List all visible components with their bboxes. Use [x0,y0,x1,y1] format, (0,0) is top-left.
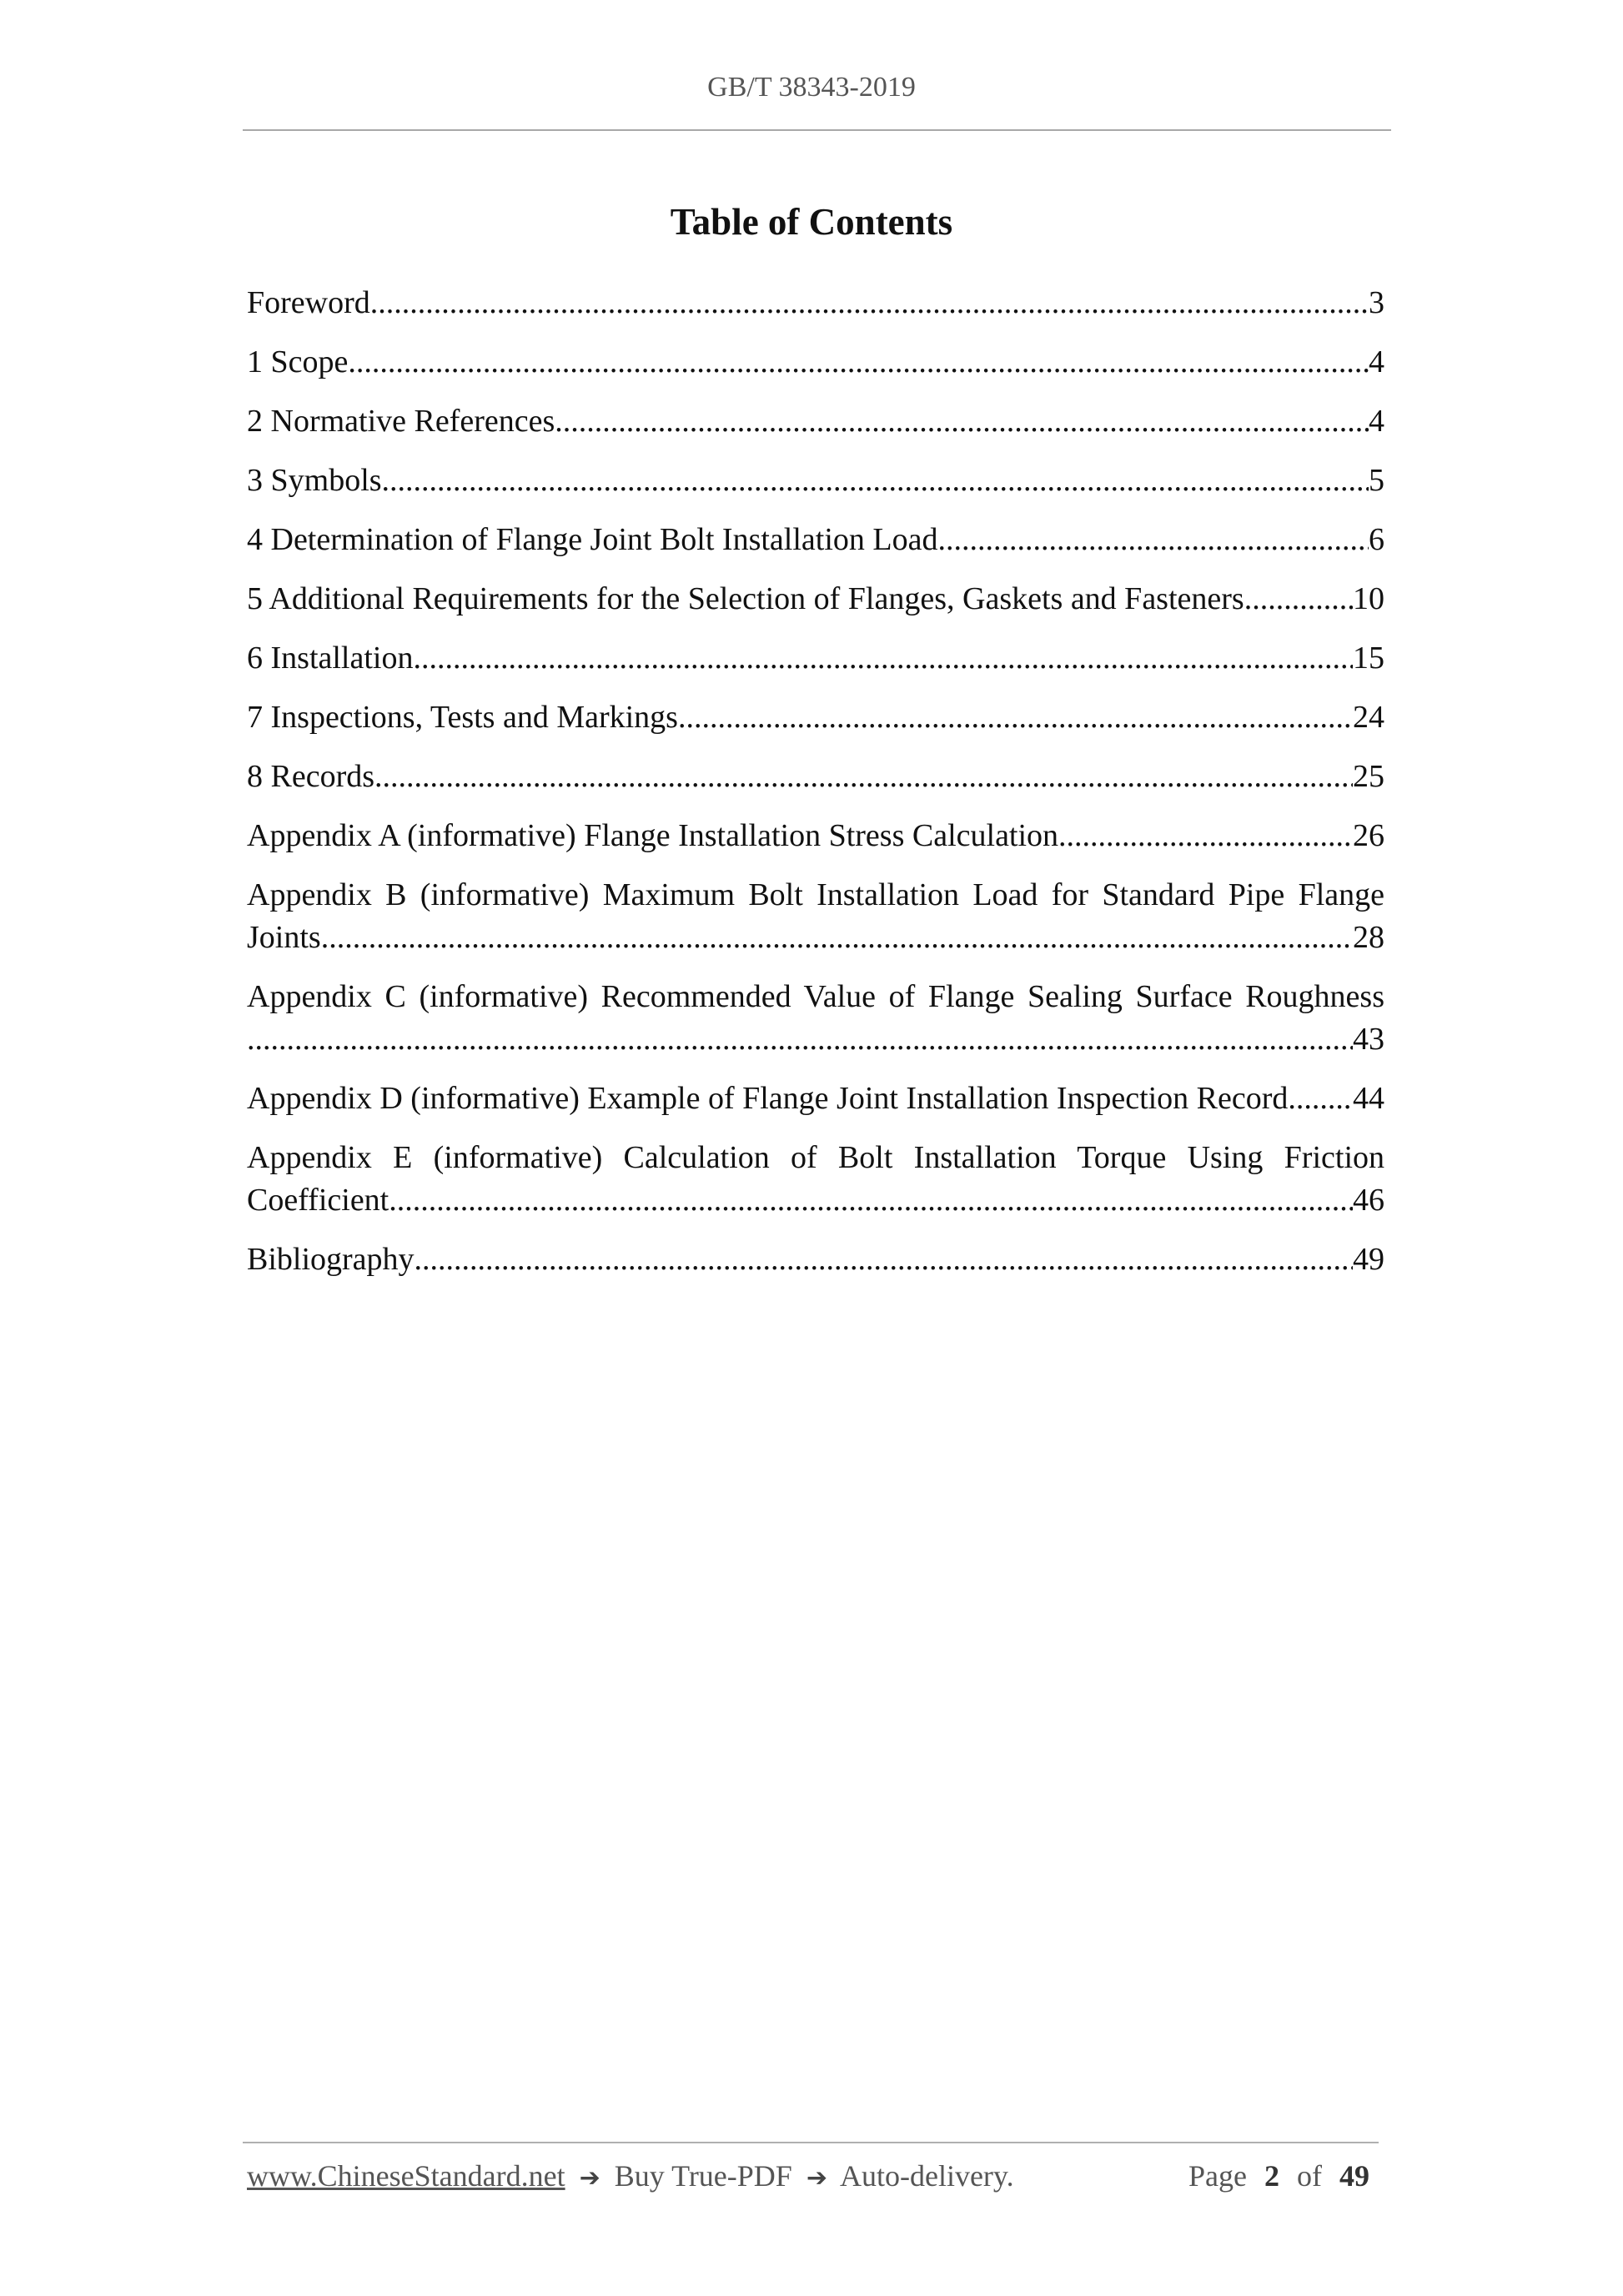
toc-entry-text: 1 Scope [247,344,349,379]
dot-leader [937,519,1369,561]
arrow-right-icon: ➔ [579,2163,600,2193]
toc-entry-page: 6 [1369,522,1384,557]
toc-entry-text: 7 Inspections, Tests and Markings [247,700,678,735]
dot-leader [321,917,1353,959]
toc-entry-appendix-d[interactable] [247,1078,1384,1120]
toc-entry-text-line1: Appendix E (informative) Calculation of Bolt Installation Torque Using Friction [247,1140,1384,1175]
site-link[interactable]: www.ChineseStandard.net [247,2159,565,2193]
dot-leader [413,637,1353,680]
footer-divider [243,2142,1379,2143]
toc-entry-bolt-installation-load[interactable] [247,519,1384,561]
toc-entry-page: 24 [1353,700,1384,735]
toc-entry-page: 25 [1353,759,1384,794]
toc-entry-text: Appendix D (informative) Example of Flange Joint Installation Inspection Record [247,1081,1289,1116]
toc-entry-page: 4 [1369,404,1384,439]
toc-entry-text: 2 Normative References [247,404,555,439]
toc-entry-text-line1: Appendix C (informative) Recommended Value of Flange Sealing Surface Roughness [247,979,1384,1014]
toc-entry-page: 26 [1353,818,1384,853]
toc-entry-bibliography[interactable] [247,1238,1384,1281]
toc-entry-installation[interactable] [247,637,1384,680]
dot-leader [370,282,1369,324]
arrow-right-icon: ➔ [806,2163,827,2193]
dot-leader [555,400,1369,443]
toc-entry-page: 4 [1369,344,1384,379]
toc-entry-additional-requirements[interactable] [247,578,1384,620]
dot-leader [374,756,1353,798]
toc-entry-symbols[interactable] [247,460,1384,502]
toc-entry-appendix-c[interactable] [247,976,1384,1061]
dot-leader [389,1179,1353,1222]
dot-leader [382,460,1369,502]
dot-leader [348,341,1369,384]
toc-entry-text: Bibliography [247,1242,415,1277]
toc-entry-inspections[interactable] [247,696,1384,739]
toc-entry-page: 49 [1353,1242,1384,1277]
table-of-contents [247,282,1384,1298]
dot-leader [247,1018,1353,1061]
delivery-text: Auto-delivery. [839,2159,1014,2193]
toc-entry-page: 5 [1369,463,1384,498]
toc-entry-text-line1: Appendix B (informative) Maximum Bolt Installation Load for Standard Pipe Flange [247,877,1384,912]
toc-entry-text: 8 Records [247,759,375,794]
toc-entry-text: 5 Additional Requirements for the Selection of Flanges, Gaskets and Fasteners [247,581,1244,616]
dot-leader [1058,815,1353,857]
buy-text: Buy True-PDF [614,2159,792,2193]
toc-entry-page: 3 [1369,285,1384,320]
dot-leader [1244,578,1353,620]
toc-entry-page: 43 [1353,1022,1384,1057]
toc-entry-text: 3 Symbols [247,463,382,498]
toc-entry-text: Foreword [247,285,370,320]
toc-entry-page: 15 [1353,641,1384,676]
page-footer [247,2158,1379,2193]
footer-promo [247,2158,1014,2193]
toc-entry-text: 6 Installation [247,641,414,676]
dot-leader [678,696,1353,739]
toc-entry-records[interactable] [247,756,1384,798]
page-total: 49 [1339,2159,1369,2193]
toc-entry-page: 44 [1353,1081,1384,1116]
page-of: of [1297,2159,1322,2193]
toc-entry-appendix-b[interactable] [247,874,1384,959]
toc-entry-appendix-a[interactable] [247,815,1384,857]
toc-title: Table of Contents [670,201,953,243]
dot-leader [415,1238,1353,1281]
toc-entry-foreword[interactable] [247,282,1384,324]
document-code: GB/T 38343-2019 [707,72,916,103]
toc-entry-page: 10 [1353,581,1384,616]
page-number [1188,2158,1379,2193]
header-divider [243,129,1391,131]
toc-entry-text-line2: Joints [247,920,321,955]
toc-entry-page: 46 [1353,1183,1384,1218]
toc-entry-normative-references[interactable] [247,400,1384,443]
toc-entry-page: 28 [1353,920,1384,955]
page-current: 2 [1264,2159,1279,2193]
dot-leader [1288,1078,1353,1120]
toc-entry-text: Appendix A (informative) Flange Installation Stress Calculation [247,818,1059,853]
toc-entry-appendix-e[interactable] [247,1137,1384,1222]
toc-entry-text: 4 Determination of Flange Joint Bolt Installation Load [247,522,938,557]
toc-entry-scope[interactable] [247,341,1384,384]
toc-entry-text-line2: Coefficient [247,1183,389,1218]
page-label: Page [1188,2159,1247,2193]
